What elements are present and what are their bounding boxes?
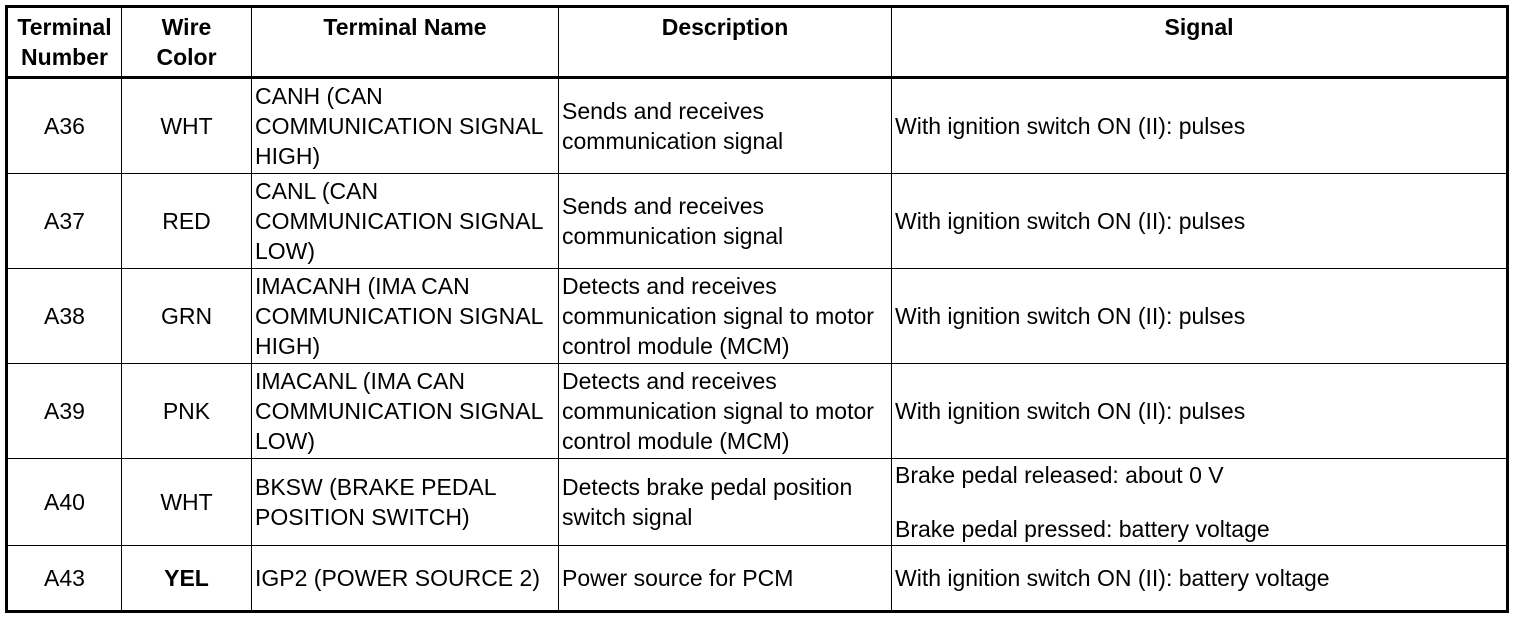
signal-text: With ignition switch ON (II): pulses: [895, 113, 1246, 139]
signal-cell: [892, 364, 1508, 459]
signal-text: With ignition switch ON (II): pulses: [895, 208, 1246, 234]
signal-cell: [892, 546, 1508, 612]
signal-cell: [892, 174, 1508, 269]
terminal-table: [5, 5, 1509, 613]
description-cell: Detects and receives communication signal to motor control module (MCM): [559, 269, 892, 364]
terminal-name-cell: IMACANH (IMA CAN COMMUNICATION SIGNAL HIGH): [252, 269, 559, 364]
description-cell: Power source for PCM: [559, 546, 892, 612]
terminal-name-cell: IGP2 (POWER SOURCE 2): [252, 546, 559, 612]
signal-text: With ignition switch ON (II): pulses: [895, 303, 1246, 329]
terminal-number-cell: A37: [7, 174, 122, 269]
terminal-name-cell: CANH (CAN COMMUNICATION SIGNAL HIGH): [252, 78, 559, 174]
signal-text: With ignition switch ON (II): pulses: [895, 398, 1246, 424]
header-description: Description: [559, 7, 892, 78]
wire-color-cell: GRN: [122, 269, 252, 364]
signal-text: Brake pedal released: about 0 V: [895, 462, 1224, 488]
signal-cell: [892, 459, 1508, 546]
signal-cell: [892, 78, 1508, 174]
table-row: [7, 78, 1508, 174]
terminal-name-cell: IMACANL (IMA CAN COMMUNICATION SIGNAL LOW): [252, 364, 559, 459]
description-cell: Sends and receives communication signal: [559, 78, 892, 174]
signal-text: Brake pedal pressed: battery voltage: [895, 516, 1270, 542]
header-terminal-number: Terminal Number: [7, 7, 122, 78]
signal-text: With ignition switch ON (II): battery voltage: [895, 565, 1330, 591]
terminal-name-cell: BKSW (BRAKE PEDAL POSITION SWITCH): [252, 459, 559, 546]
table-row: [7, 459, 1508, 546]
table-row: [7, 546, 1508, 612]
terminal-number-cell: A38: [7, 269, 122, 364]
table-row: [7, 174, 1508, 269]
table-row: [7, 364, 1508, 459]
terminal-number-cell: A36: [7, 78, 122, 174]
terminal-name-cell: CANL (CAN COMMUNICATION SIGNAL LOW): [252, 174, 559, 269]
description-cell: Sends and receives communication signal: [559, 174, 892, 269]
terminal-number-cell: A43: [7, 546, 122, 612]
wire-color-cell: PNK: [122, 364, 252, 459]
header-row: [7, 7, 1508, 78]
wire-color-cell: WHT: [122, 459, 252, 546]
wire-color-cell: RED: [122, 174, 252, 269]
table-row: [7, 269, 1508, 364]
terminal-number-cell: A39: [7, 364, 122, 459]
header-terminal-name: Terminal Name: [252, 7, 559, 78]
terminal-number-cell: A40: [7, 459, 122, 546]
description-cell: Detects and receives communication signal to motor control module (MCM): [559, 364, 892, 459]
wire-color-cell: YEL: [122, 546, 252, 612]
signal-cell: [892, 269, 1508, 364]
wire-color-cell: WHT: [122, 78, 252, 174]
description-cell: Detects brake pedal position switch signal: [559, 459, 892, 546]
header-wire-color: Wire Color: [122, 7, 252, 78]
header-signal: Signal: [892, 7, 1508, 78]
